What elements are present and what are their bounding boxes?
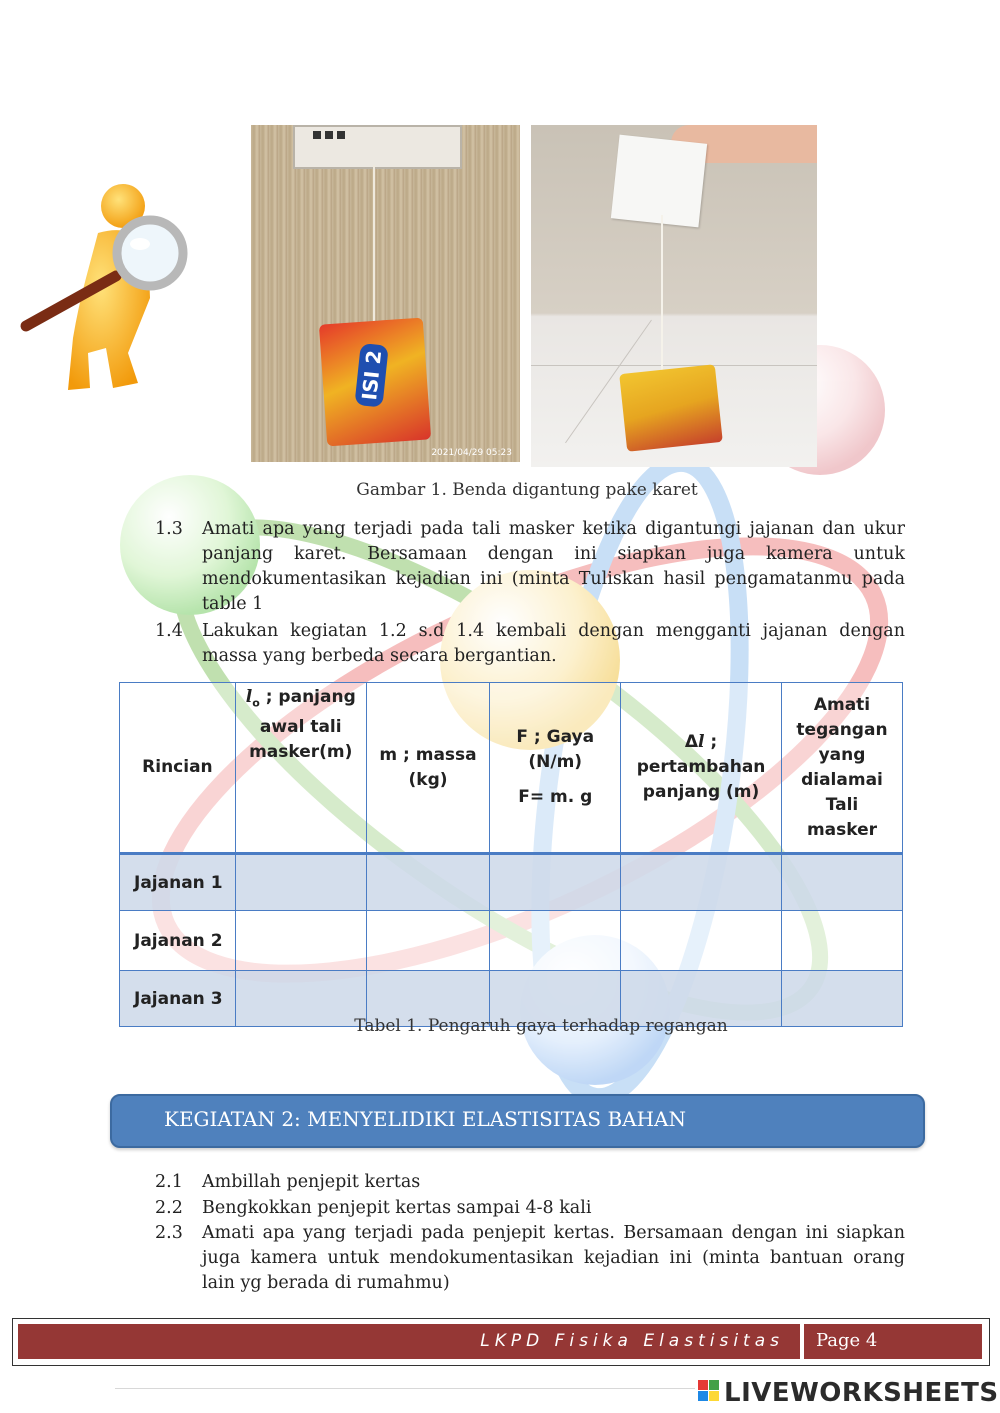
table-cell[interactable] [490,854,621,911]
liveworksheets-logo [698,1378,999,1408]
table-cell[interactable] [235,854,366,911]
section-banner [110,1094,925,1148]
step-number: 2.1 [155,1172,183,1192]
observation-table [119,682,903,1027]
lo-text: ; panjang awal tali masker(m) [249,687,356,763]
step-text: Amati apa yang terjadi pada penjepit kertas. Bersamaan dengan ini siapkan juga kamera untuk mendokumentasikan kejadian ini (minta bantuan orang lain yg berada di rumahmu) [202,1223,905,1293]
table-cell[interactable] [490,911,621,971]
header-panjang-awal [235,683,366,854]
section-title: KEGIATAN 2: MENYELIDIKI ELASTISITAS BAHAN [164,1107,686,1131]
step-number: 2.2 [155,1198,183,1218]
step-text: Lakukan kegiatan 1.2 s.d 1.4 kembali dengan mengganti jajanan dengan massa yang berbeda secara bergantian. [202,621,905,666]
table-row [120,911,903,971]
hanging-string [661,215,663,375]
delta-text: ; pertambahan panjang (m) [636,732,766,802]
lo-symbol: l [245,687,253,707]
table-cell[interactable] [366,911,490,971]
socket-hole [313,131,321,139]
list-item [155,1170,905,1195]
list-item [155,517,905,617]
step-number: 2.3 [155,1223,183,1243]
table-cell[interactable] [781,911,902,971]
table-cell[interactable] [366,854,490,911]
footer-page-box [804,1324,982,1359]
snack-package [619,364,723,452]
footer-title: LKPD Fisika Elastisitas [480,1331,784,1351]
header-rincian: Rincian [120,683,236,854]
step-text: Amati apa yang terjadi pada tali masker ketika digantungi jajanan dan ukur panjang karet. Bersamaan dengan ini siapkan juga kamera untuk mendokumentasikan kejadian ini (minta Tuliskan hasil pengamatanmu pada table 1 [202,519,905,614]
list-item [155,619,905,669]
step-number: 1.3 [155,519,183,539]
gaya-formula: F= m. g [518,787,593,807]
list-item [155,1196,905,1221]
liveworksheets-icon [698,1380,720,1402]
header-tegangan: Amati tegangan yang dialamai Tali masker [781,683,902,854]
floor-tile-lines [531,365,817,366]
paper-card [611,135,707,228]
photo-hand-holding-card [531,125,817,467]
divider [115,1388,695,1389]
page-footer [12,1318,990,1366]
footer-title-bar [18,1324,800,1359]
socket-hole [337,131,345,139]
table-row [120,854,903,911]
row-label: Jajanan 1 [120,854,236,911]
table-cell[interactable] [781,854,902,911]
step-text: Ambillah penjepit kertas [202,1172,421,1192]
row-label: Jajanan 2 [120,911,236,971]
table-cell[interactable] [621,854,782,911]
table-header-row [120,683,903,854]
delta-symbol: Δ [684,732,699,752]
header-pertambahan [621,683,782,854]
step-number: 1.4 [155,621,183,641]
table-cell[interactable] [621,911,782,971]
page-number: Page 4 [816,1330,878,1351]
liveworksheets-text: LIVEWORKSHEETS [724,1378,999,1408]
step-text: Bengkokkan penjepit kertas sampai 4-8 kali [202,1198,592,1218]
lo-subscript: o [252,696,260,710]
photo-timestamp: 2021/04/29 05:23 [431,448,512,458]
delta-l-symbol: l [698,732,705,752]
socket-hole [325,131,333,139]
hanging-string [373,165,375,325]
table-cell[interactable] [235,911,366,971]
photo-hanging-snack-wall [251,125,520,462]
detective-figure-illustration [18,178,188,398]
list-item [155,1221,905,1297]
header-gaya [490,683,621,854]
snack-package [319,318,431,447]
snack-package-label: ISI 2 [354,343,388,408]
table-cell[interactable] [781,971,902,1027]
header-massa: m ; massa (kg) [366,683,490,854]
table-caption: Tabel 1. Pengaruh gaya terhadap regangan [354,1016,728,1036]
figure-caption: Gambar 1. Benda digantung pake karet [356,480,698,500]
gaya-label: F ; Gaya (N/m) [516,727,595,772]
row-label: Jajanan 3 [120,971,236,1027]
